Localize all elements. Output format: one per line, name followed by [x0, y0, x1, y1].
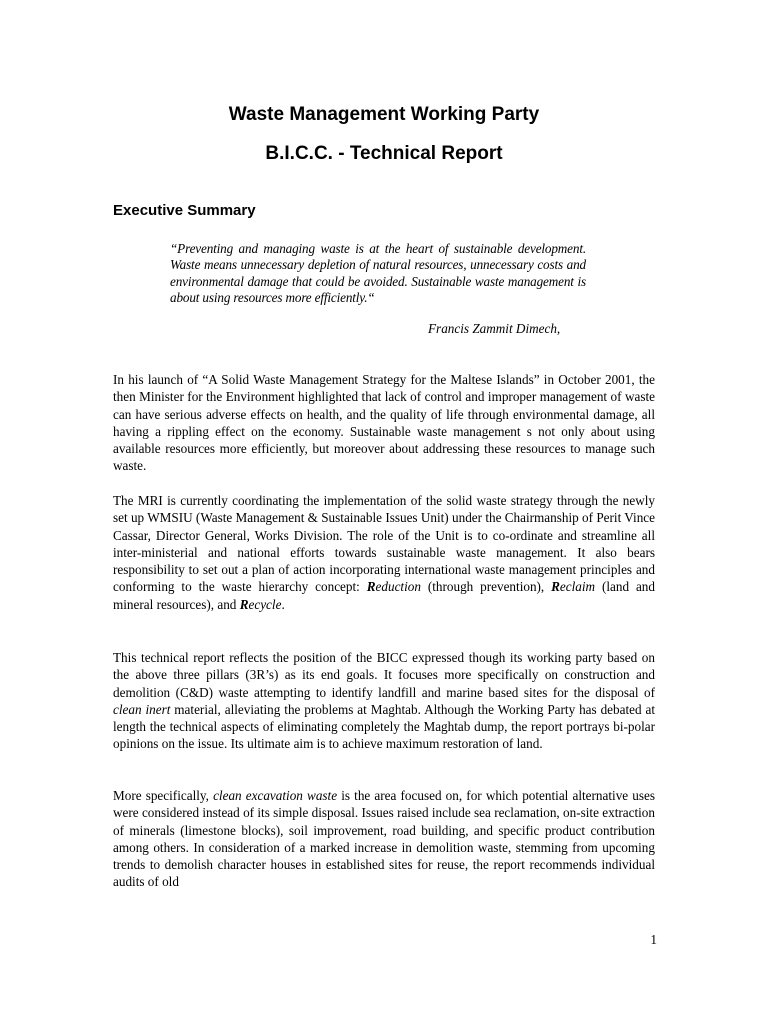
emphasis-clean-excavation-waste: clean excavation waste [213, 788, 338, 803]
term-recycle: Recycle [239, 596, 282, 612]
document-subtitle: B.I.C.C. - Technical Report [265, 143, 503, 164]
quote-author: Francis Zammit Dimech, [428, 321, 561, 336]
paragraph-strategy-launch: In his launch of “A Solid Waste Management Strategy for the Maltese Islands” in October 2001, the then Minister for the Environment highlighted that lack of control and improper management of waste can have serious adverse effects on health, and the quality of life through environmental damage, all having a rippling effect on the economy. Sustainable waste management s not only about using available resources more efficiently, but moreover about addressing these resources to manage such waste. [113, 372, 655, 474]
epigraph-quote: “Preventing and managing waste is at the heart of sustainable development. Waste means unnecessary depletion of natural resources, unnecessary costs and environmental damage that could be avoided. Sustainable waste management is about using resources more efficiently.“ [170, 241, 586, 305]
section-heading: Executive Summary [113, 202, 256, 219]
paragraph-excavation-waste: More specifically, clean excavation waste is the area focused on, for which potential alternative uses were considered instead of its simple disposal. Issues raised include sea reclamation, on-site extraction of minerals (limestone blocks), soil improvement, road building, and specific product contribution among others. In consideration of a marked increase in demolition waste, stemming from upcoming trends to demolish character houses in established sites for reuse, the report recommends individual audits of old [113, 788, 655, 890]
term-reclaim: Reclaim [551, 579, 596, 595]
paragraph-mri-coordination: The MRI is currently coordinating the implementation of the solid waste strategy through the newly set up WMSIU (Waste Management & Sustainable Issues Unit) under the Chairmanship of Perit Vince Cassar, Director General, Works Division. The role of the Unit is to co-ordinate and streamline all inter-ministerial and national efforts towards sustainable waste management. It also bears responsibility to set out a plan of action incorporating international waste management principles and conforming to the waste hierarchy concept: Reduction (through prevention), Reclaim (land and mineral resources), and Recycle. [113, 493, 655, 612]
document-title: Waste Management Working Party [228, 104, 540, 125]
paragraph-report-position: This technical report reflects the position of the BICC expressed though its working party based on the above three pillars (3R’s) as its end goals. It focuses more specifically on construction and demolition (C&D) waste attempting to identify landfill and marine based sites for the disposal of clean inert material, alleviating the problems at Maghtab. Although the Working Party has debated at length the technical aspects of eliminating completely the Maghtab dump, the report portrays bi-polar opinions on the issue. Its ultimate aim is to achieve maximum restoration of land. [113, 650, 656, 752]
emphasis-clean-inert: clean inert [113, 701, 171, 717]
paragraph-text: The MRI is currently coordinating the implementation of the solid waste strategy through the newly set up WMSIU (Waste Management & Sustainable Issues Unit) under the Chairmanship of Perit Vince Cassar, Director General, Works Division. The role of the Unit is to co-ordinate and streamline all inter-ministerial and national efforts towards sustainable waste management. It also bears responsibility to set out a plan of action incorporating international waste management principles and conforming to the waste hierarchy concept: [113, 493, 655, 595]
page-number: 1 [650, 932, 657, 947]
term-reduction: Reduction [366, 579, 421, 595]
